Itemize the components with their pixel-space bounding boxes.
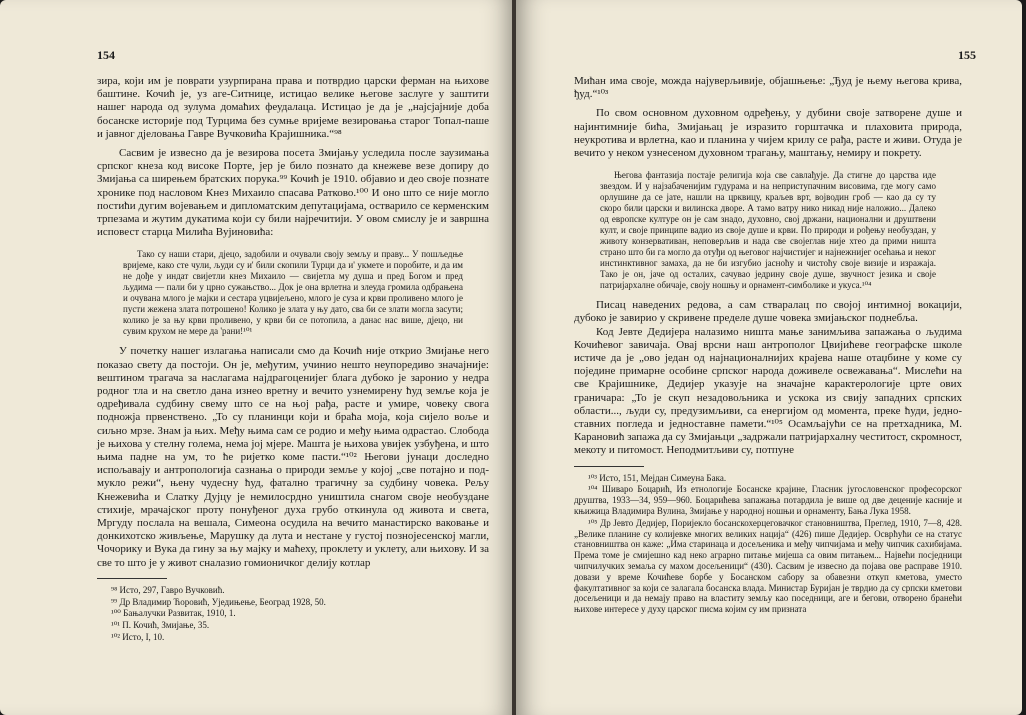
footnote: ¹⁰⁵ Др Јевто Дедијер, Поријекло босанскохерцеговачког становништва, Преглед, 1910, 7—8, 428. „Велике планине су колијевке многих великих нација“ (426) пише Дедијер. Осврћући се на статус становништва он каже: „Има старинаца и досељеника и међу чипчијама и међу чипчик сахибијама. Према томе је смијешно кад неко аграрно питање мијеша са овим питањем... Највећи посједници чипчилучких земаља су махом досељеници“ (430). Сасвим је извесно да појава ове расправе 1910. довази у време Кочићеве борбе у Босанском сабору за обавезни откуп кметова, уместо факултативног за који се залагала босанска влада. Министар Буријан је тврдио да су српски кметови досељеници и да немају право на властиту земљу као поседници, аге и бегови, отворено бранећи њихове интересе у духу царског писма којим су им призната — [574, 517, 962, 615]
footnote: ¹⁰¹ П. Кочић, Змијање, 35. — [111, 620, 210, 631]
footnote-rule — [97, 578, 167, 579]
right-column — [574, 75, 962, 615]
footnote: ⁹⁹ Др Владимир Ћоровић, Уједињење, Београд 1928, 50. — [111, 596, 326, 607]
paragraph: Сасвим је извесно да је везирова посета Змијању уследила после заузимања српског кнеза код високе Порте, јер је било познато да кнежеве везе допиру до Змијања са ширењем братских порука.⁹⁹ Кочић је 1910. објавио и део своје познате хронике под насловом Кнез Михаило спасава Ратково.¹⁰⁰ И оно што се није могло постићи дугим војевањем и дипломатским депутацијама, остварило се керменским трпезама и жутим дукатима који су били најречитији. У овом смислу је и завршна исповест старца Милића Вујиновића: — [97, 147, 489, 239]
paragraph: По свом основном духовном одређењу, у дубини своје затворене душе и најинтимније бића, Змијањац је изразито горштачка и плаховита природа, неукротива и врлетна, као и планина у чијем крилу се рађа, расте и живи. Отуда је вечито у неком узнесеном духовном трагању, маштању, немиру и покрету. — [574, 107, 962, 160]
page-number-left: 154 — [97, 48, 115, 62]
right-page — [516, 0, 1022, 715]
footnote: ¹⁰² Исто, I, 10. — [111, 632, 165, 643]
paragraph: Код Јевте Дедијера налазимо ништа мање занимљива запажања о људима Кочићевог завичаја. Овај врсни наш антрополог Цвијићеве географске школе истиче да је „ово један од најнационалнијих крајева наше отаџбине у коме су поједине примарне особине српског народа доживеле освежавања“. Мислећи на све Крајишнике, Дедијер указује на значајне карактерологије црте ових граничара: „То је скуп незадовољника и ускока из свију западних српских области..., људи су, предузимљиви, са енергијом од момента, преке ћуди, једноставних погледа и једноставне памети.“¹⁰⁵ Осамљајући се на претхадника, М. Карановић запажа да су Змијањци „задржали патријархалну честитост, скромност, мекоту и питомост. Неподмитљиви су, потпуне — [574, 325, 962, 457]
block-quote: Тако су наши стари, дјецо, задобили и очували своју земљу и праву... У пошљедње вријеме, како сте чули, људи су и' били скопили Турци да и' укмете и поробите, и да им не дође у индат свијетли кнез Михаило — свијетла му душа и пред Богом и пред људима — пали би у црно сужањство... Док је она врлетна и злеуда громила одбрањена и очувана млого је мајки и сестара уцвијељено, млого је суза и крви проливено млого је пусти жежена злата потрошено! Колико је злата у њу дато, сва би се злати могла засути; колико је за њу крви проливено, у крви би се потопила, а данас нас више, дјецо, ни сувим крухом не мере да 'рани!¹⁰¹ — [123, 249, 463, 337]
paragraph: У почетку нашег излагања написали смо да Кочић није открио Змијање него показао свету да постоји. Он је, међутим, учинио нешто неупоредиво значајније: вештином трагача за наслагама најдрагоценијег блага дубоко је заронио у недра родног тла и на светло дана изнео вретну и вечито узнемирену ћуд земље која је одређивала судбину свему што се на њој рађа, расте и умире, човеку свога подножја првенствено. „То су планинци који и браћа моја, која сијело вољe и сиљно мрзе. Знам ја њих. Међу њима сам се родио и међу њима одрастао. Слобода је њихова у стелну голема, нема јој мјере. Машта је њихова увијек узбуђена, и што њима падне на ум, то ће ријетко коме пасти.“¹⁰² Његови јунаци доследно испољавају и антропологија сазнања о природи земље у којој „све потајно и подмукло режи“, њену чудесну ћуд, фатално трагичну за судбину човека. Рељу Кнежевића и Слатку Дујцу је немилосрдно уништила снагом своје необуздане стихије, мрачајског проту понуђеног духа грубо откинула од живота и света, Мргуду послала на вешала, Симеона осудила на вечито манастирско ваковање и донкихотско живљење, Марушку да лута и нестане у густој позноjесенској магли, Чочорику и Вука да гину за њу мајку и маћеху, проклету и уклету, али њихову. И за све то што је у живот сналазио гомионичког делију котлар — [97, 345, 489, 569]
paragraph: Мићан има своје, можда најуверљивије, објашњење: „Ђуд је њему његова крива, ђуд.“¹⁰³ — [574, 75, 962, 101]
paragraph: зира, који им је поврати узурпирана права и потврдио царски ферман на њихове баштине. Кочић је, уз аге-Ситнице, истицао велике његове заслуге у заштити нашег народа од зулума домаћих феудалаца. Истицао је да је „најсјајније доба босанске историје под Турцима без сумње вријеме везировања старог Топал-паше и јавног дјеловања Гаврe Вучковића Крајишника.“⁹⁸ — [97, 75, 489, 140]
left-column — [97, 75, 489, 643]
footnote: ¹⁰⁰ Бањалучки Развитак, 1910, 1. — [111, 608, 236, 619]
block-quote: Његова фантазија постаје религија која све савлађује. Да стигне до царства иде звездом. И у најзабаченијим гудурама и на неприступачним висовима, где могу само орлушине да се јате, нашли на црквицу, краљев врт, војводин гроб — као да су ту скоро били царски и вилинска дворе. А тамо ватру нико никад није наложио... Далеко од европске културе он је сам знадо, духовно, свој држани, национални и друштвени култ, и своје принципе вадио из своје душе и крви. По природи и рођењу необуздан, у животу конзервативан, неповерљив и нада све својеглав није хтео да прими ништа страно што би га могло да отуђи од његовог најчистијег и најнежнијег осећања и неког инстинктивног замаха, да не би изгубио јасноћу и чистоћу своје визије и изражаја. Тако је он, јаче од осталих, сачувао једрину своје душе, звучност језика и своје патријархалне обичаје, своју ношњу и орнамент-симболике и укуса.¹⁰⁴ — [600, 170, 936, 291]
paragraph: Писац наведених редова, а сам стваралац по својој интимној вокацији, дубоко је завирио у скривене пределе душе човека змијањског поднебља. — [574, 299, 962, 325]
footnote: ¹⁰³ Исто, 151, Мејдан Симеуна Бака. — [588, 472, 727, 483]
footnote: ¹⁰⁴ Шиваро Боцарић, Из етнологије Босанске крајине, Гласник југословенског професорског друштва, 1933—34, 959—960. Боцарићева запажања потардила је више од две деценије касније и књижица Владимира Вулина, Змијање у народној ношњи и орнаменту, Бања Лука 1958. — [574, 484, 962, 517]
footnote: ⁹⁸ Исто, 297, Гавро Вучковић. — [111, 584, 225, 595]
footnote-rule — [574, 466, 644, 467]
page-number-right: 155 — [958, 48, 976, 62]
